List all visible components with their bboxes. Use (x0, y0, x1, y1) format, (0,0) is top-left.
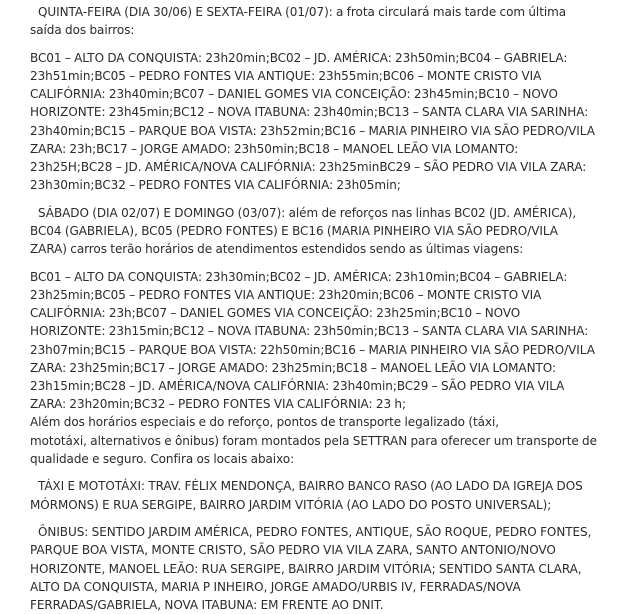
weekday-schedule-list: BC01 – ALTO DA CONQUISTA: 23h20min;BC02 – JD. AMÉRICA: 23h50min;BC04 – GABRIELA: 23h51min;BC05 – PEDRO FONTES VIA ANTIQUE: 23h55min;BC06 – MONTE CRISTO VIA CALIFÓRNIA: 23h40min;BC07 – DANIEL GOMES VIA CONCEIÇÃO: 23h45min;BC10 – NOVO HORIZONTE: 23h45min;BC12 – NOVA ITABUNA: 23h40min;BC13 – SANTA CLARA VIA SARINHA: 23h40min;BC15 – PARQUE BOA VISTA: 23h52min;BC16 – MARIA PINHEIRO VIA SÃO PEDRO/VILA ZARA: 23h;BC17 – JORGE AMADO: 23h50min;BC18 – MANOEL LEÃO VIA LOMANTO: 23h25H;BC28 – JD. AMÉRICA/NOVA CALIFÓRNIA: 23h25minBC29 – SÃO PEDRO VIA VILA ZARA: 23h30min;BC32 – PEDRO FONTES VIA CALIFÓRNIA: 23h05min; (30, 50, 595, 193)
weekday-schedule-intro: QUINTA-FEIRA (DIA 30/06) E SEXTA-FEIRA (01/07): a frota circulará mais tarde com última saída dos bairros: (30, 5, 567, 38)
weekend-schedule-list: BC01 – ALTO DA CONQUISTA: 23h30min;BC02 – JD. AMÉRICA: 23h10min;BC04 – GABRIELA: 23h25min;BC05 – PEDRO FONTES VIA ANTIQUE: 23h20min;BC06 – MONTE CRISTO VIA CALIFÓRNIA: 23h;BC07 – DANIEL GOMES VIA CONCEIÇÃO: 23h25min;BC10 – NOVO HORIZONTE: 23h15min;BC12 – NOVA ITABUNA: 23h50min;BC13 – SANTA CLARA VIA SARINHA: 23h07min;BC15 – PARQUE BOA VISTA: 22h50min;BC16 – MARIA PINHEIRO VIA SÃO PEDRO/VILA ZARA: 23h25min;BC17 – JORGE AMADO: 23h25min;BC18 – MANOEL LEÃO VIA LOMANTO: 23h15min;BC28 – JD. AMÉRICA/NOVA CALIFÓRNIA: 23h40min;BC29 – SÃO PEDRO VIA VILA ZARA: 23h20min;BC32 – PEDRO FONTES VIA CALIFÓRNIA: 23 h; (30, 269, 595, 412)
transport-points-line-1: Além dos horários especiais e do reforço, pontos de transporte legalizado (táxi, (30, 415, 500, 430)
taxi-mototaxi-locations: TÁXI E MOTOTÁXI: TRAV. FÉLIX MENDONÇA, BAIRRO BANCO RASO (AO LADO DA IGREJA DOS MÓRMONS) E RUA SERGIPE, BAIRRO JARDIM VITÓRIA (AO LADO DO POSTO UNIVERSAL); (30, 479, 583, 512)
weekend-schedule-block (30, 268, 598, 468)
transport-points-line-2: mototáxi, alternativos e ônibus) foram montados pela SETTRAN para oferecer um transporte de qualidade e seguro. Confira os locais abaixo: (30, 433, 597, 466)
news-article-body (30, 3, 598, 614)
bus-locations: ÔNIBUS: SENTIDO JARDIM AMÉRICA, PEDRO FONTES, ANTIQUE, SÃO ROQUE, PEDRO FONTES, PARQUE BOA VISTA, MONTE CRISTO, SÃO PEDRO VIA VILA ZARA, SANTO ANTONIO/NOVO HORIZONTE, MANOEL LEÃO: RUA SERGIPE, BAIRRO JARDIM VITÓRIA; SENTIDO SANTA CLARA, ALTO DA CONQUISTA, MARIA P INHEIRO, JORGE AMADO/URBIS IV, FERRADAS/NOVA FERRADAS/GABRIELA, NOVA ITABUNA: EM FRENTE AO DNIT. (30, 525, 592, 613)
weekend-schedule-intro: SÁBADO (DIA 02/07) E DOMINGO (03/07): além de reforços nas linhas BC02 (JD. AMÉRICA), BC04 (GABRIELA), BC05 (PEDRO FONTES) E BC16 (MARIA PINHEIRO VIA SÃO PEDRO/VILA ZARA) carros terão horários de atendimentos estendidos sendo as últimas viagens: (30, 205, 577, 257)
